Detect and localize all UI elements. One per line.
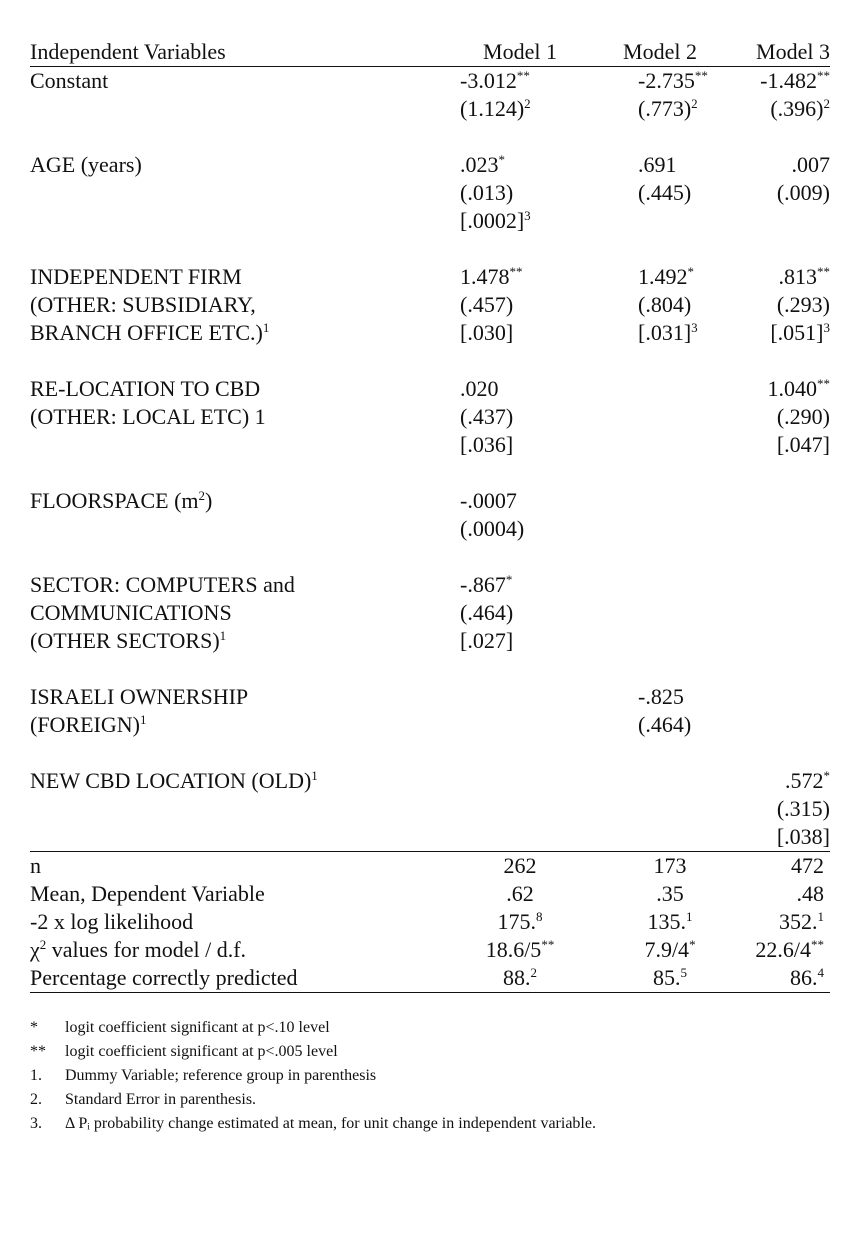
- model-2-cell: [580, 571, 720, 655]
- footnote: [30, 1040, 830, 1064]
- cell-line: (.009): [776, 180, 830, 205]
- cell-line: (.437): [460, 404, 514, 429]
- cell-line: 1.492*: [638, 264, 694, 289]
- cell-line: $(1.124)^2$: [460, 96, 531, 121]
- cell-line: .020: [460, 376, 499, 401]
- model-1-cell: [420, 683, 580, 739]
- cell-line: Constant: [30, 68, 109, 93]
- table-stats: [30, 852, 830, 992]
- stats-model-1: 18.6/5**: [485, 937, 555, 962]
- model-1-cell: [420, 375, 580, 459]
- table-row: [30, 487, 830, 543]
- stats-model-2: 173: [653, 853, 687, 878]
- footnote: [30, 1016, 830, 1040]
- footnote-mark: 3.: [30, 1115, 42, 1132]
- table-row: [30, 263, 830, 347]
- cell-line: .572*: [785, 768, 830, 793]
- cell-line: (.293): [776, 292, 830, 317]
- cell-line: -.0007: [460, 488, 517, 513]
- stats-model-2: 85.$^5$: [653, 965, 687, 990]
- cell-line: .691: [638, 152, 677, 177]
- stats-model-3: .48: [796, 881, 824, 906]
- model-2-cell: [580, 487, 720, 543]
- row-label: [30, 151, 420, 235]
- footnote-text: logit coefficient significant at p<.10 level: [65, 1019, 330, 1036]
- cell-line: -.867*: [460, 572, 513, 597]
- regression-table: [30, 38, 830, 993]
- row-label: [30, 571, 420, 655]
- model-1-cell: [420, 67, 580, 123]
- cell-line: (.290): [776, 404, 830, 429]
- table-header: [30, 38, 830, 66]
- model-1-cell: [420, 571, 580, 655]
- row-label: [30, 67, 420, 123]
- stats-label: Percentage correctly predicted: [30, 965, 298, 990]
- model-2-cell: [580, 767, 720, 851]
- cell-line: [.027]: [460, 628, 514, 653]
- table-row: [30, 571, 830, 655]
- cell-line: (.457): [460, 292, 514, 317]
- stats-row: [30, 852, 830, 880]
- table-row: [30, 375, 830, 459]
- stats-model-2: 7.9/4*: [644, 937, 696, 962]
- cell-line: -.825: [638, 684, 684, 709]
- cell-line: (.013): [460, 180, 514, 205]
- stats-model-3: 86.$^4$: [790, 965, 824, 990]
- cell-line: SECTOR: COMPUTERS and: [30, 572, 295, 597]
- footnote-mark: **: [30, 1043, 46, 1060]
- stats-label: Mean, Dependent Variable: [30, 881, 265, 906]
- model-2-cell: [580, 67, 720, 123]
- footnote-text: Dummy Variable; reference group in parenthesis: [65, 1067, 377, 1084]
- cell-line: (OTHER SECTORS)$^1$: [30, 628, 227, 653]
- cell-line: INDEPENDENT FIRM: [30, 264, 242, 289]
- stats-label: n: [30, 853, 41, 878]
- cell-line: FLOORSPACE $(m^2)$: [30, 488, 213, 513]
- cell-line: .813**: [778, 264, 830, 289]
- cell-line: .023*: [460, 152, 505, 177]
- footnotes: [30, 1016, 830, 1136]
- cell-line: (FOREIGN)$^1$: [30, 712, 147, 737]
- footnote-text: Δ Pᵢ probability change estimated at mean, for unit change in independent variable.: [65, 1115, 596, 1132]
- model-2-cell: [580, 263, 720, 347]
- cell-line: AGE (years): [30, 152, 142, 177]
- row-label: [30, 683, 420, 739]
- cell-line: ISRAELI OWNERSHIP: [30, 684, 249, 709]
- cell-line: $(.773)^2$: [638, 96, 698, 121]
- stats-model-1: 88.$^2$: [503, 965, 537, 990]
- cell-line: -1.482**: [760, 68, 830, 93]
- model-3-cell: [720, 571, 830, 655]
- row-label: [30, 767, 420, 851]
- stats-label: $\chi^2$ values for model / d.f.: [30, 937, 247, 962]
- cell-line: (.804): [638, 292, 692, 317]
- cell-line: (.445): [638, 180, 692, 205]
- cell-line: RE-LOCATION TO CBD: [30, 376, 261, 401]
- cell-line: [.030]: [460, 320, 514, 345]
- row-label: [30, 375, 420, 459]
- cell-line: BRANCH OFFICE ETC.)$^1$: [30, 320, 270, 345]
- stats-label: -2 x log likelihood: [30, 909, 194, 934]
- stats-model-2: 135.$^1$: [647, 909, 693, 934]
- footnote-text: logit coefficient significant at p<.005 level: [65, 1043, 338, 1060]
- stats-rule-bottom: [30, 992, 830, 993]
- table-row: [30, 67, 830, 123]
- model-2-cell: [580, 151, 720, 235]
- model-3-cell: [720, 683, 830, 739]
- model-3-cell: [720, 67, 830, 123]
- model-1-cell: [420, 151, 580, 235]
- model-3-cell: [720, 767, 830, 851]
- cell-line: 1.040**: [767, 376, 830, 401]
- header-model-3: Model 3: [756, 39, 830, 64]
- cell-line: -3.012**: [460, 68, 530, 93]
- cell-line: (.464): [638, 712, 692, 737]
- stats-row: [30, 964, 830, 992]
- stats-model-3: 352.$^1$: [779, 909, 824, 934]
- stats-model-1: 175.$^8$: [497, 909, 543, 934]
- footnote: [30, 1112, 830, 1136]
- stats-model-3: 22.6/4**: [755, 937, 824, 962]
- model-1-cell: [420, 767, 580, 851]
- table-body: [30, 67, 830, 851]
- cell-line: (.464): [460, 600, 514, 625]
- cell-line: [.036]: [460, 432, 514, 457]
- cell-line: (OTHER: LOCAL ETC) 1: [30, 404, 266, 429]
- footnote-mark: 2.: [30, 1091, 42, 1108]
- model-3-cell: [720, 263, 830, 347]
- row-label: [30, 263, 420, 347]
- stats-row: [30, 936, 830, 964]
- cell-line: COMMUNICATIONS: [30, 600, 232, 625]
- table-row: [30, 767, 830, 851]
- model-3-cell: [720, 487, 830, 543]
- model-3-cell: [720, 151, 830, 235]
- cell-line: .007: [791, 152, 830, 177]
- cell-line: [.038]: [776, 824, 830, 849]
- cell-line: (OTHER: SUBSIDIARY,: [30, 292, 256, 317]
- footnote: [30, 1064, 830, 1088]
- header-label: Independent Variables: [30, 39, 226, 64]
- cell-line: $[.051]^3$: [770, 320, 830, 345]
- stats-row: [30, 880, 830, 908]
- cell-line: [.047]: [776, 432, 830, 457]
- cell-line: -2.735**: [638, 68, 708, 93]
- stats-model-2: .35: [656, 881, 684, 906]
- model-1-cell: [420, 487, 580, 543]
- footnote: [30, 1088, 830, 1112]
- footnote-text: Standard Error in parenthesis.: [65, 1091, 257, 1108]
- stats-row: [30, 908, 830, 936]
- model-1-cell: [420, 263, 580, 347]
- cell-line: 1.478**: [460, 264, 523, 289]
- footnote-mark: 1.: [30, 1067, 42, 1084]
- cell-line: $(.396)^2$: [770, 96, 830, 121]
- cell-line: NEW CBD LOCATION (OLD)$^1$: [30, 768, 318, 793]
- cell-line: (.315): [776, 796, 830, 821]
- table-row: [30, 151, 830, 235]
- cell-line: $[.031]^3$: [638, 320, 698, 345]
- header-model-2: Model 2: [623, 39, 697, 64]
- model-2-cell: [580, 375, 720, 459]
- table-row: [30, 683, 830, 739]
- stats-model-1: .62: [506, 881, 534, 906]
- stats-model-1: 262: [503, 853, 537, 878]
- stats-model-3: 472: [791, 853, 824, 878]
- cell-line: $[.0002]^3$: [460, 208, 531, 233]
- row-label: [30, 487, 420, 543]
- model-2-cell: [580, 683, 720, 739]
- header-model-1: Model 1: [483, 39, 557, 64]
- model-3-cell: [720, 375, 830, 459]
- footnote-mark: *: [30, 1019, 38, 1036]
- cell-line: (.0004): [460, 516, 525, 541]
